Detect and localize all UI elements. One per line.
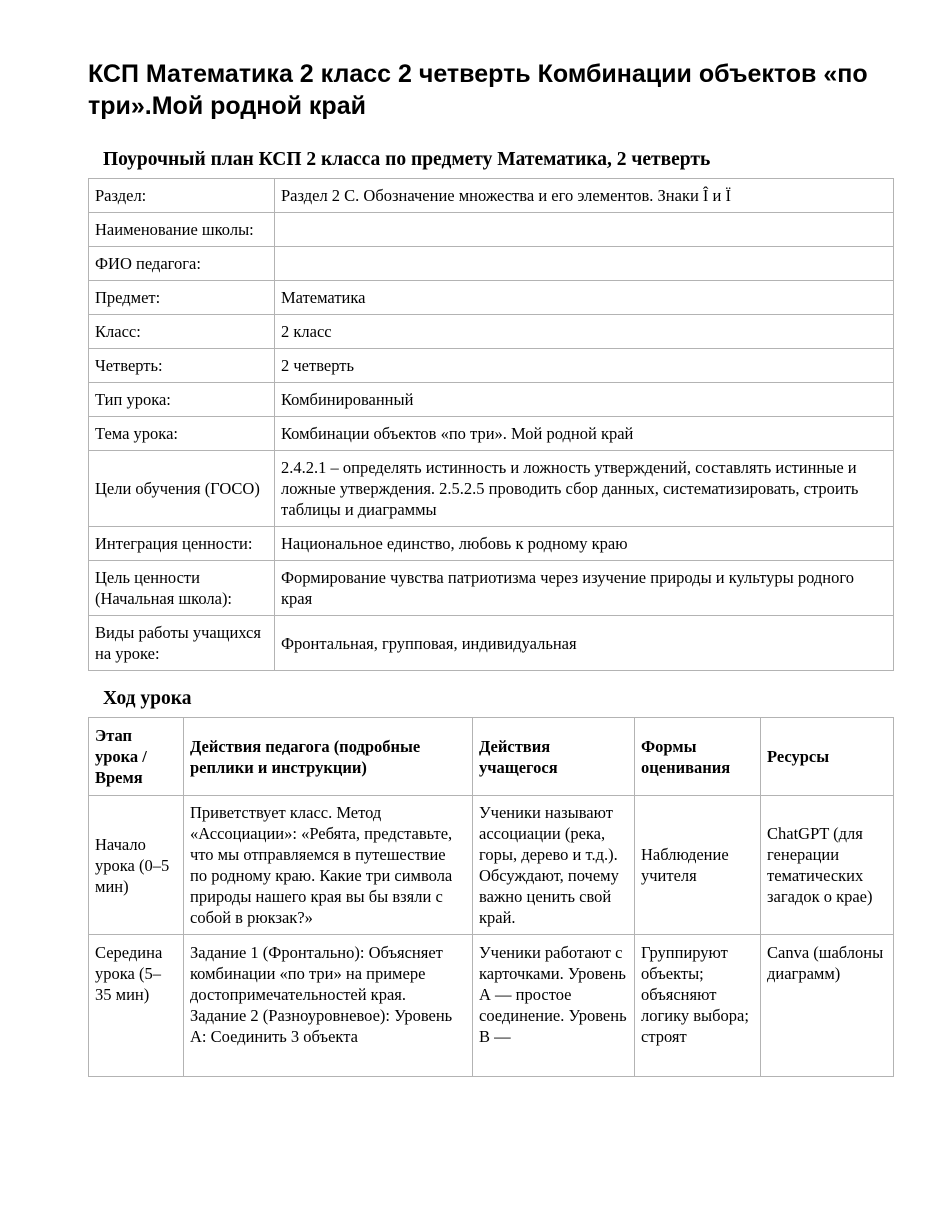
assessment-cell (635, 935, 761, 1077)
table-row (89, 796, 894, 935)
plan-heading: Поурочный план КСП 2 класса по предмету Математика, 2 четверть (103, 149, 711, 170)
row-value: Комбинированный (275, 383, 894, 417)
row-label: Предмет: (89, 281, 275, 315)
column-header-teacher: Действия педагога (подробные реплики и инструкции) (184, 718, 473, 796)
lesson-course-table (88, 717, 894, 1077)
stage-cell: Начало урока (0–5 мин) (89, 796, 184, 935)
row-label: Виды работы учащихся на уроке: (89, 616, 275, 671)
student-actions-cell (473, 935, 635, 1077)
document-page (88, 58, 893, 1077)
table-row (89, 561, 894, 616)
table-row (89, 616, 894, 671)
row-value: 2.4.2.1 – определять истинность и ложность утверждений, составлять истинные и ложные утверждения. 2.5.2.5 проводить сбор данных, систематизировать, строить таблицы и диаграммы (275, 451, 894, 527)
assessment-text: Группируют объекты; объясняют логику выбора; строят (641, 943, 749, 1046)
row-value: Фронтальная, групповая, индивидуальная (275, 616, 894, 671)
course-heading: Ход урока (103, 688, 192, 709)
row-label: Тема урока: (89, 417, 275, 451)
row-label: ФИО педагога: (89, 247, 275, 281)
teacher-actions-text: Задание 1 (Фронтально): Объясняет комбинации «по три» на примере достопримечательностей края. Задание 2 (Разноуровневое): Уровень А: Соединить 3 объекта (190, 943, 453, 1046)
column-header-assessment: Формы оценивания (635, 718, 761, 796)
table-row (89, 451, 894, 527)
row-label: Цель ценности (Начальная школа): (89, 561, 275, 616)
table-row (89, 349, 894, 383)
column-header-stage: Этап урока / Время (89, 718, 184, 796)
row-label: Интеграция ценности: (89, 527, 275, 561)
table-row (89, 247, 894, 281)
row-value: Математика (275, 281, 894, 315)
table-row (89, 417, 894, 451)
table-row (89, 315, 894, 349)
table-header-row (89, 718, 894, 796)
row-label: Класс: (89, 315, 275, 349)
row-label: Раздел: (89, 179, 275, 213)
row-value (275, 213, 894, 247)
table-row (89, 383, 894, 417)
stage-cell (89, 935, 184, 1077)
table-row (89, 213, 894, 247)
table-row (89, 281, 894, 315)
table-row (89, 935, 894, 1077)
column-header-resources: Ресурсы (761, 718, 894, 796)
resources-cell: ChatGPT (для генерации тематических загадок о крае) (761, 796, 894, 935)
row-label: Наименование школы: (89, 213, 275, 247)
row-label: Цели обучения (ГОСО) (89, 451, 275, 527)
row-value: Раздел 2 С. Обозначение множества и его элементов. Знаки Î и Ï (275, 179, 894, 213)
resources-cell (761, 935, 894, 1077)
row-value (275, 247, 894, 281)
column-header-student: Действия учащегося (473, 718, 635, 796)
lesson-info-table (88, 178, 894, 671)
row-label: Четверть: (89, 349, 275, 383)
row-value: Национальное единство, любовь к родному краю (275, 527, 894, 561)
row-label: Тип урока: (89, 383, 275, 417)
stage-text: Середина урока (5–35 мин) (95, 943, 163, 1004)
assessment-cell: Наблюдение учителя (635, 796, 761, 935)
student-actions-text: Ученики работают с карточками. Уровень А — простое соединение. Уровень В — (479, 943, 627, 1046)
teacher-actions-cell (184, 935, 473, 1077)
student-actions-cell: Ученики называют ассоциации (река, горы, дерево и т.д.). Обсуждают, почему важно ценить свой край. (473, 796, 635, 935)
row-value: 2 четверть (275, 349, 894, 383)
document-title: КСП Математика 2 класс 2 четверть Комбинации объектов «по три».Мой родной край (88, 60, 868, 120)
row-value: Формирование чувства патриотизма через изучение природы и культуры родного края (275, 561, 894, 616)
teacher-actions-cell: Приветствует класс. Метод «Ассоциации»: «Ребята, представьте, что мы отправляемся в путешествие по родному краю. Какие три символа природы нашего края вы бы взяли с собой в рюкзак?» (184, 796, 473, 935)
table-row (89, 179, 894, 213)
row-value: Комбинации объектов «по три». Мой родной край (275, 417, 894, 451)
table-row (89, 527, 894, 561)
resources-text: Canva (шаблоны диаграмм) (767, 943, 884, 983)
row-value: 2 класс (275, 315, 894, 349)
